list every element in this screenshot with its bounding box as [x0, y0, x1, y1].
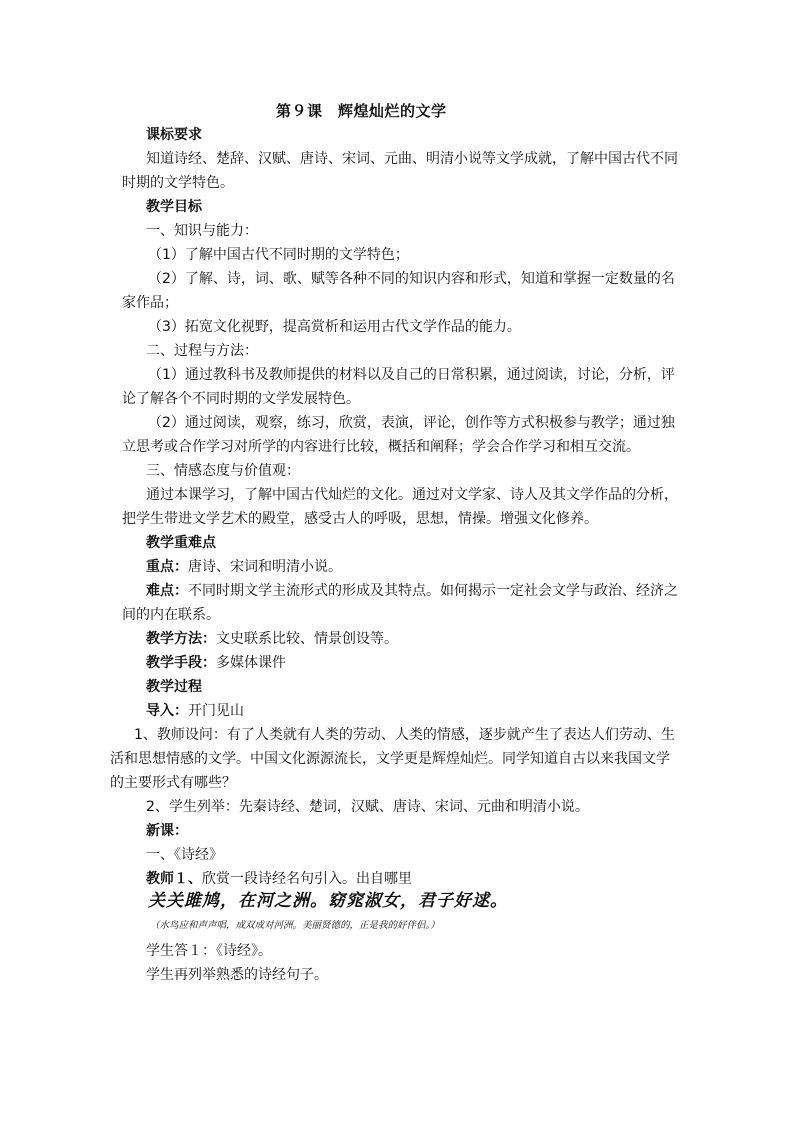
difficulty-text: 不同时期文学主流形式的形成及其特点。如何揭示一定社会文学与政治、经济之	[188, 583, 678, 599]
goal-heading-process: 二、过程与方法：	[146, 343, 258, 359]
teacher-step-label: 教师１、	[146, 871, 202, 887]
teaching-means-label: 教学手段：	[146, 655, 216, 671]
poem-quote: 关关雎鸠，在河之洲。窈窕淑女，君子好逑。	[148, 891, 508, 911]
intro-text: 开门见山	[188, 703, 244, 719]
goal-knowledge-1: （1）了解中国古代不同时期的文学特色；	[148, 247, 409, 263]
student-answer-2: 学生再列举熟悉的诗经句子。	[146, 967, 328, 983]
intro-paragraph-line-1: 1、教师设问：有了人类就有人类的劳动、人类的情感，逐步就产生了表达人们劳动、生	[134, 727, 675, 743]
goal-knowledge-2-line-2: 家作品；	[122, 295, 178, 311]
difficulty-point	[146, 581, 678, 601]
goal-emotion-line-2: 把学生带进文学艺术的殿堂，感受古人的呼吸，思想，情操。增强文化修养。	[122, 511, 598, 527]
section-heading-kebiao: 课标要求	[146, 127, 202, 143]
goal-process-1-line-2: 论了解各个不同时期的文学发展特色。	[122, 391, 360, 407]
intro-student-list: 2、学生列举：先秦诗经、楚词，汉赋、唐诗、宋词、元曲和明清小说。	[146, 799, 589, 815]
section-heading-guocheng: 教学过程	[146, 679, 202, 695]
page-title: 第９课 辉煌灿烂的文学	[276, 102, 447, 120]
new-lesson-heading: 新课：	[146, 823, 188, 839]
key-point	[146, 557, 342, 577]
key-point-label: 重点：	[146, 559, 188, 575]
student-answer-1: 学生答１：《诗经》。	[146, 943, 272, 959]
goal-knowledge-2-line-1: （2）了解、诗，词、歌、赋等各种不同的知识内容和形式，知道和掌握一定数量的名	[148, 271, 675, 287]
section-heading-mubiao: 教学目标	[146, 199, 202, 215]
goal-heading-knowledge: 一、知识与能力：	[146, 223, 258, 239]
poem-translation: （水鸟应和声声唱，成双成对河洲。美丽贤德的，正是我的好伴侣。）	[150, 920, 440, 931]
intro	[146, 701, 244, 721]
goal-process-1-line-1: （1）通过教科书及教师提供的材料以及自己的日常积累，通过阅读，讨论，分析，评	[148, 367, 675, 383]
teaching-method	[146, 629, 398, 649]
goal-knowledge-3: （3）拓宽文化视野，提高赏析和运用古代文学作品的能力。	[148, 319, 521, 335]
goal-emotion-line-1: 通过本课学习，了解中国古代灿烂的文化。通过对文学家、诗人及其文学作品的分析，	[146, 487, 678, 503]
teaching-means-text: 多媒体课件	[216, 655, 286, 671]
kebiao-text-line-1: 知道诗经、楚辞、汉赋、唐诗、宋词、元曲、明清小说等文学成就，了解中国古代不同	[146, 151, 678, 167]
intro-paragraph-line-2: 活和思想情感的文学。中国文化源源流长，文学更是辉煌灿烂。同学知道自古以来我国文学	[110, 751, 670, 767]
goal-process-2-line-2: 立思考或合作学习对所学的内容进行比较，概括和阐释；学会合作学习和相互交流。	[122, 439, 640, 455]
intro-paragraph-line-3: 的主要形式有哪些？	[110, 775, 236, 791]
goal-process-2-line-1: （2）通过阅读，观察，练习，欣赏，表演，评论，创作等方式积极参与教学；通过独	[148, 415, 675, 431]
intro-label: 导入：	[146, 703, 188, 719]
difficulty-label: 难点：	[146, 583, 188, 599]
teacher-step-text: 欣赏一段诗经名句引入。出自哪里	[202, 871, 412, 887]
teacher-step-1	[146, 869, 412, 889]
difficulty-text-line-2: 间的内在联系。	[122, 607, 220, 623]
key-point-text: 唐诗、宋词和明清小说。	[188, 559, 342, 575]
teaching-means	[146, 653, 286, 673]
goal-heading-emotion: 三、情感态度与价值观：	[146, 463, 300, 479]
teaching-method-label: 教学方法：	[146, 631, 216, 647]
shijing-heading: 一、《诗经》	[146, 847, 223, 863]
section-heading-zhongnandian: 教学重难点	[146, 535, 216, 551]
kebiao-text-line-2: 时期的文学特色。	[122, 175, 234, 191]
teaching-method-text: 文史联系比较、情景创设等。	[216, 631, 398, 647]
